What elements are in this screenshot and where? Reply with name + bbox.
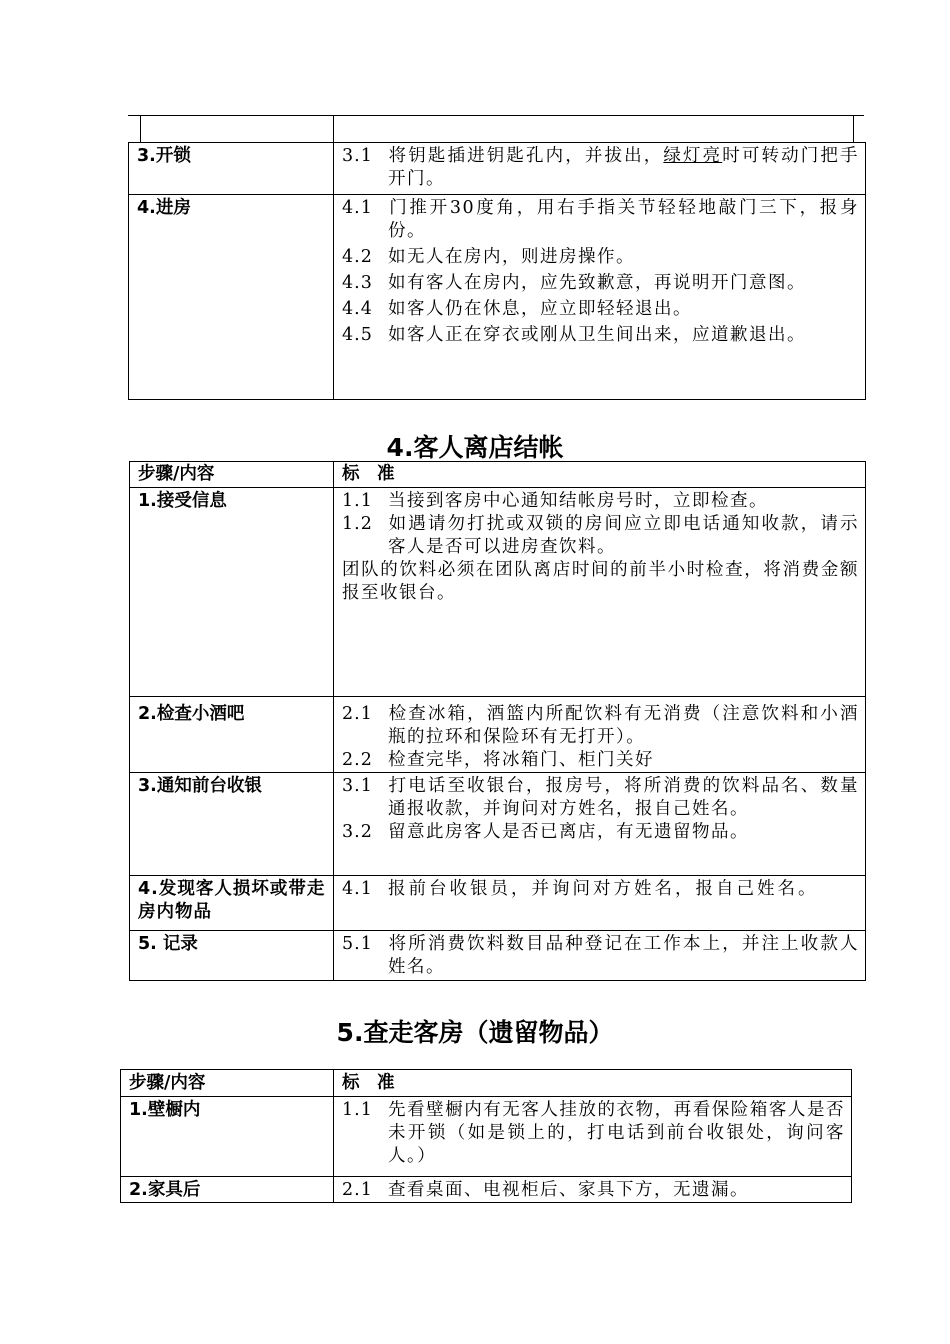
standard-cell <box>334 931 866 981</box>
table-top-border <box>128 115 864 116</box>
table-row <box>130 876 866 931</box>
section-title: 5.查走客房（遗留物品） <box>336 1018 614 1047</box>
table-row <box>130 773 866 876</box>
table-header-row <box>121 1070 852 1097</box>
standard-item: 2.1 查看桌面、电视柜后、家具下方，无遗漏。 <box>342 1180 749 1200</box>
standard-cell <box>334 195 866 400</box>
standard-cell <box>334 773 866 876</box>
column-header: 标 准 <box>334 1070 852 1097</box>
step-cell: 4.发现客人损坏或带走房内物品 <box>130 876 334 931</box>
table-row <box>129 143 866 195</box>
step-cell: 3.通知前台收银 <box>130 773 334 876</box>
vacant-room-check-table <box>120 1069 852 1203</box>
step-cell: 2.家具后 <box>121 1177 334 1203</box>
standard-item: 3.1 打电话至收银台，报房号，将所消费的饮料品名、数量通报收款，并询问对方姓名，报自己姓名。 <box>342 776 859 819</box>
column-header: 步骤/内容 <box>121 1070 334 1097</box>
checkout-procedure-table <box>129 461 866 981</box>
standard-item: 4.5 如客人正在穿衣或刚从卫生间出来，应道歉退出。 <box>342 325 806 345</box>
standard-item: 4.2 如无人在房内，则进房操作。 <box>342 247 635 267</box>
step-cell: 4.进房 <box>129 195 334 400</box>
standard-item: 2.1 检查冰箱，酒篮内所配饮料有无消费（注意饮料和小酒瓶的拉环和保险环有无打开）。 <box>342 704 859 747</box>
standard-item: 1.2 如遇请勿打扰或双锁的房间应立即电话通知收款，请示客人是否可以进房查饮料。 <box>342 514 859 557</box>
table-top-stub-right <box>853 115 854 142</box>
table-row <box>130 931 866 981</box>
green-light-underlined: 绿灯亮 <box>663 146 723 166</box>
standard-item: 4.1 报前台收银员，并询问对方姓名，报自己姓名。 <box>342 879 819 899</box>
step-cell: 1.壁橱内 <box>121 1097 334 1177</box>
standard-cell <box>334 876 866 931</box>
step-cell: 5. 记录 <box>130 931 334 981</box>
standard-item: 2.2 检查完毕，将冰箱门、柜门关好 <box>342 750 654 770</box>
procedure-table-continued <box>128 142 866 400</box>
table-row <box>130 488 866 697</box>
standard-item: 4.4 如客人仍在休息，应立即轻轻退出。 <box>342 299 692 319</box>
step-cell: 1.接受信息 <box>130 488 334 697</box>
table-top-stub-left <box>140 115 141 142</box>
table-header-row <box>130 462 866 488</box>
standard-cell <box>334 1177 852 1203</box>
table-row <box>121 1097 852 1177</box>
standard-item: 4.3 如有客人在房内，应先致歉意，再说明开门意图。 <box>342 273 806 293</box>
step-cell: 2.检查小酒吧 <box>130 697 334 773</box>
standard-item: 1.1 当接到客房中心通知结帐房号时，立即检查。 <box>342 491 768 511</box>
column-header: 步骤/内容 <box>130 462 334 488</box>
table-row <box>130 697 866 773</box>
standard-item: 4.1 门推开30度角，用右手指关节轻轻地敲门三下，报身份。 <box>342 198 859 241</box>
standard-item: 1.1 先看壁橱内有无客人挂放的衣物，再看保险箱客人是否未开锁（如是锁上的，打电话到前台收银处，询问客人。） <box>342 1100 845 1166</box>
column-header: 标 准 <box>334 462 866 488</box>
standard-cell <box>334 697 866 773</box>
standard-cell <box>334 488 866 697</box>
standard-item: 3.2 留意此房客人是否已离店，有无遗留物品。 <box>342 822 749 842</box>
table-row <box>121 1177 852 1203</box>
standard-cell <box>334 1097 852 1177</box>
standard-item: 5.1 将所消费饮料数目品种登记在工作本上，并注上收款人姓名。 <box>342 934 859 977</box>
table-top-stub-mid <box>333 115 334 142</box>
step-cell: 3.开锁 <box>129 143 334 195</box>
standard-item: 3.1 将钥匙插进钥匙孔内，并拔出，绿灯亮时可转动门把手开门。 <box>342 146 859 189</box>
standard-cell <box>334 143 866 195</box>
standard-note: 团队的饮料必须在团队离店时间的前半小时检查，将消费金额报至收银台。 <box>342 560 859 603</box>
section-title: 4.客人离店结帐 <box>386 433 564 462</box>
table-row <box>129 195 866 400</box>
